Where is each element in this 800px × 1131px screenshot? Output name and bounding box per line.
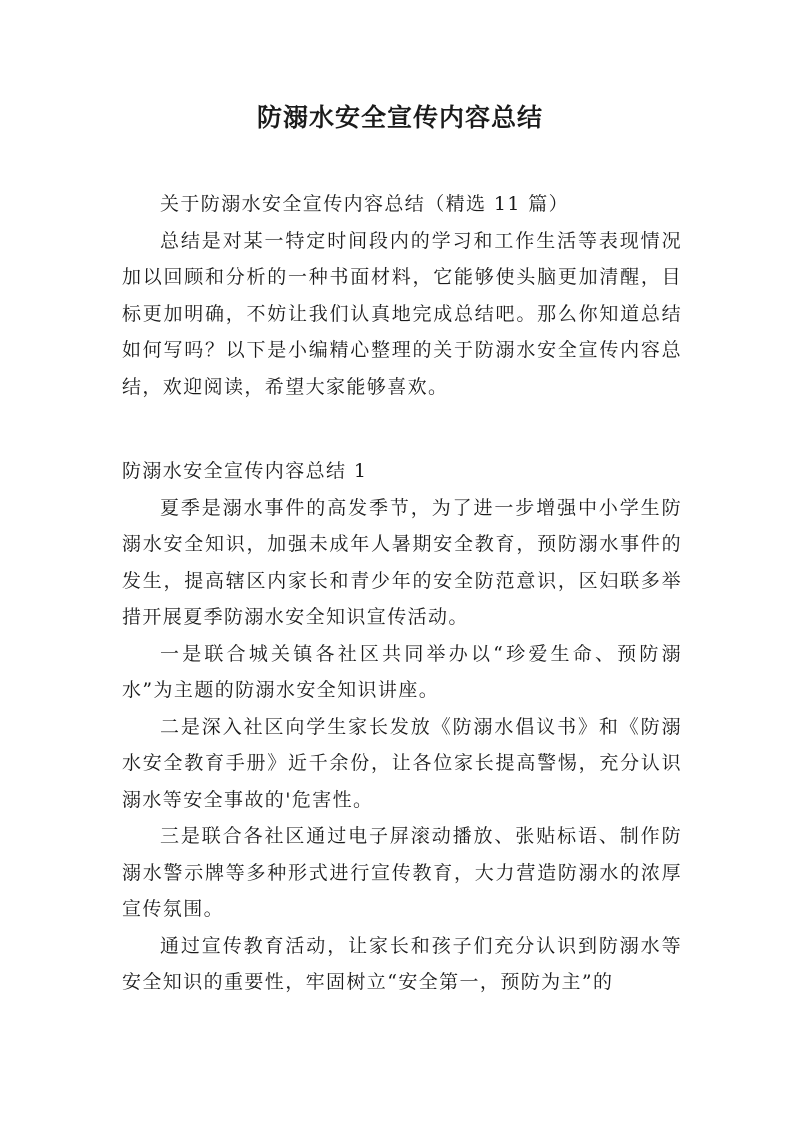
section-1-paragraph: 三是联合各社区通过电子屏滚动播放、张贴标语、制作防溺水警示牌等多种形式进行宣传教育，大力营造防溺水的浓厚宣传氛围。 [122,825,682,920]
section-1-paragraph: 通过宣传教育活动，让家长和孩子们充分认识到防溺水等安全知识的重要性，牢固树立“安全第一，预防为主”的 [122,934,682,993]
intro-paragraph: 总结是对某一特定时间段内的学习和工作生活等表现情况加以回顾和分析的一种书面材料，它能够使头脑更加清醒，目标更加明确，不妨让我们认真地完成总结吧。那么你知道总结如何写吗？以下是小编精心整理的关于防溺水安全宣传内容总结，欢迎阅读，希望大家能够喜欢。 [122,229,682,398]
section-1-paragraph: 一是联合城关镇各社区共同举办以“珍爱生命、预防溺水”为主题的防溺水安全知识讲座。 [122,642,682,701]
section-1-paragraph: 二是深入社区向学生家长发放《防溺水倡议书》和《防溺水安全教育手册》近千余份，让各位家长提高警惕，充分认识溺水等安全事故的'危害性。 [122,715,682,811]
document-title: 防溺水安全宣传内容总结 [256,103,543,132]
intro-subtitle: 关于防溺水安全宣传内容总结（精选 11 篇） [160,193,570,215]
section-1-paragraph: 夏季是溺水事件的高发季节，为了进一步增强中小学生防溺水安全知识，加强未成年人暑期安全教育，预防溺水事件的发生，提高辖区内家长和青少年的安全防范意识，区妇联多举措开展夏季防溺水安全知识宣传活动。 [122,496,682,628]
section-1-heading: 防溺水安全宣传内容总结 1 [122,460,368,482]
section-1-block [122,453,682,1001]
intro-block [122,186,682,405]
